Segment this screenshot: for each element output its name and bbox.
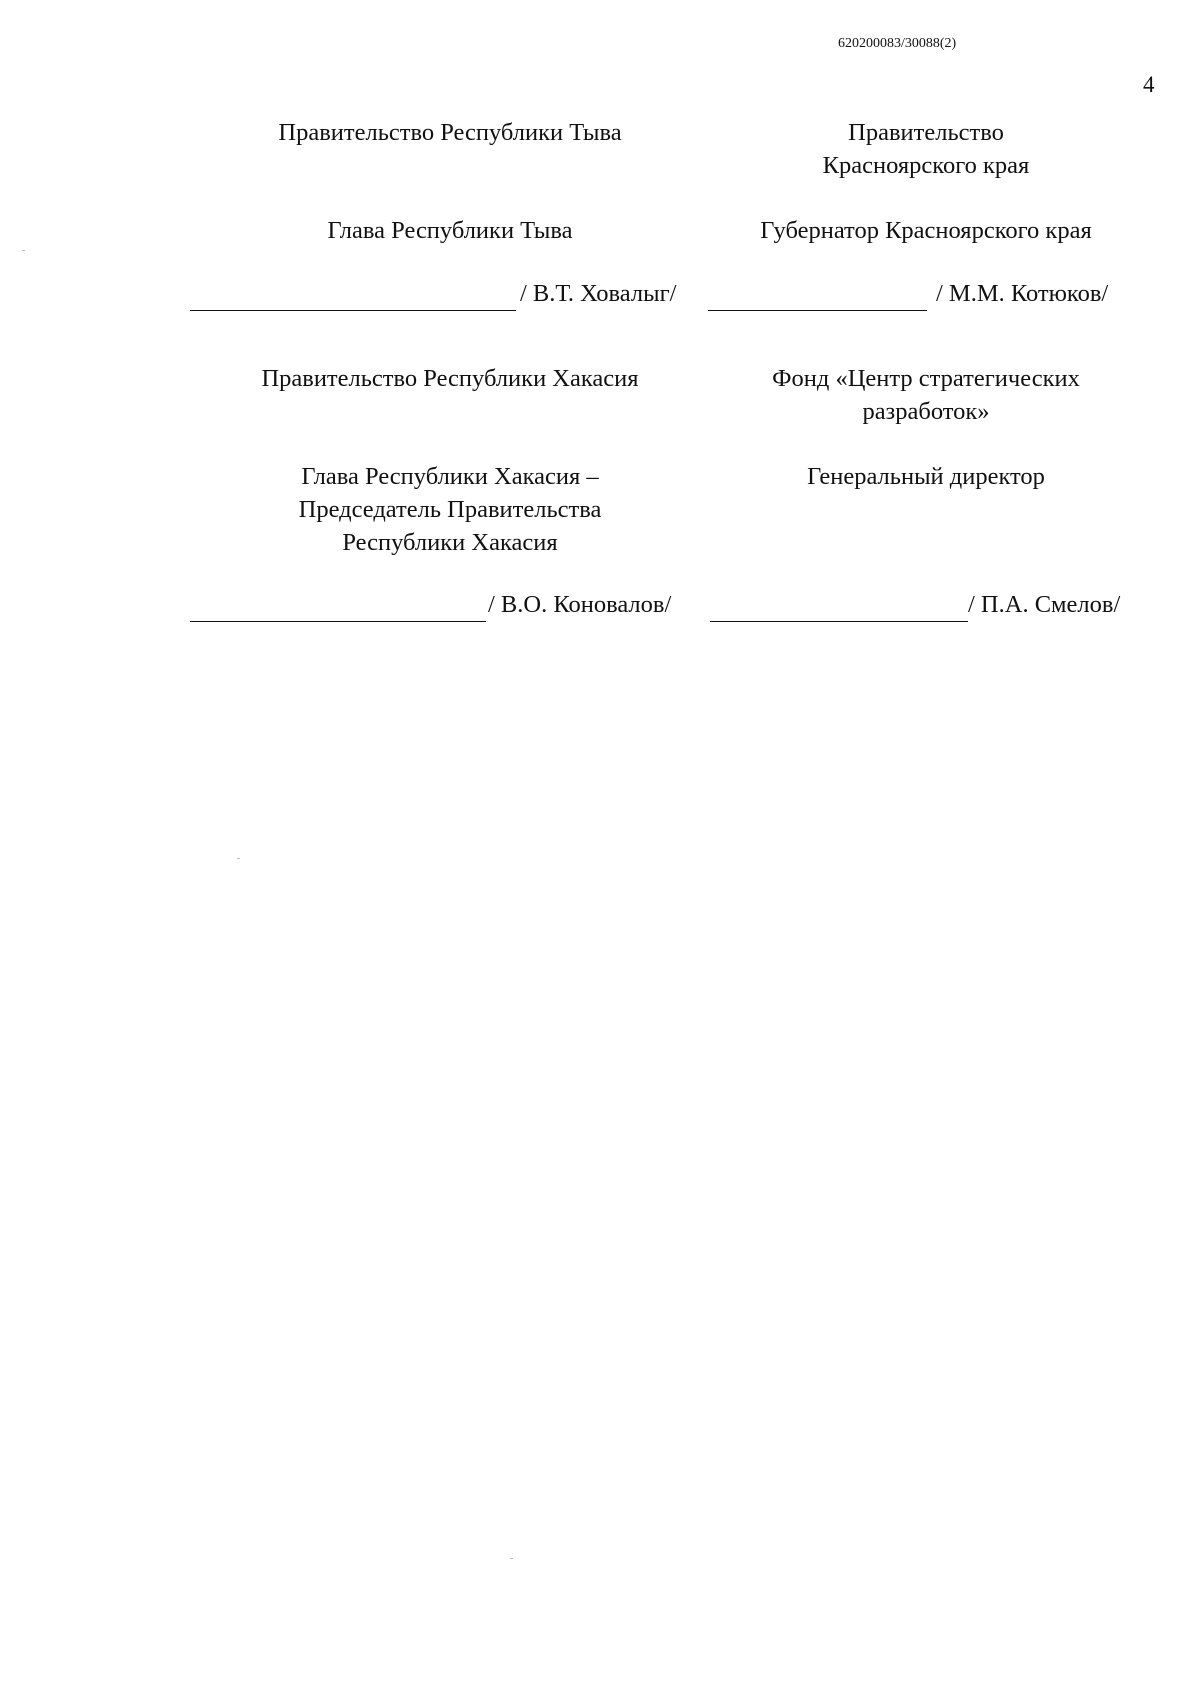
position-khakassia-line3: Республики Хакасия [342, 529, 558, 556]
org-tyva [190, 116, 710, 149]
position-csr-text: Генеральный директор [807, 463, 1045, 490]
signature-row-2 [190, 591, 1145, 625]
signature-line-khakassia [190, 621, 486, 622]
signature-name-tyva: / В.Т. Ховалыг/ [520, 280, 677, 307]
signature-line-krasnoyarsk [708, 310, 927, 311]
org-khakassia [190, 362, 710, 395]
signature-name-khakassia: / В.О. Коновалов/ [488, 591, 672, 618]
document-registration-number: 620200083/30088(2) [838, 36, 957, 51]
page-number: 4 [1143, 72, 1155, 97]
position-khakassia [190, 460, 710, 559]
signature-name-csr: / П.А. Смелов/ [968, 591, 1121, 618]
scan-speck [22, 250, 25, 251]
position-tyva [190, 214, 710, 247]
position-krasnoyarsk-text: Губернатор Красноярского края [760, 217, 1092, 244]
org-krasnoyarsk [666, 116, 1186, 182]
signature-line-csr [710, 621, 968, 622]
org-csr [666, 362, 1186, 428]
position-tyva-text: Глава Республики Тыва [327, 217, 573, 244]
org-krasnoyarsk-title-line1: Правительство [848, 119, 1004, 146]
scan-speck [237, 858, 240, 859]
org-csr-title-line1: Фонд «Центр стратегических [772, 365, 1080, 392]
org-tyva-title: Правительство Республики Тыва [278, 119, 622, 146]
scan-speck [510, 1558, 513, 1559]
org-krasnoyarsk-title-line2: Красноярского края [822, 152, 1030, 179]
signature-name-krasnoyarsk: / М.М. Котюков/ [936, 280, 1109, 307]
position-krasnoyarsk [666, 214, 1186, 247]
org-khakassia-title: Правительство Республики Хакасия [261, 365, 639, 392]
position-khakassia-line2: Председатель Правительства [298, 496, 602, 523]
signature-line-tyva [190, 310, 516, 311]
position-khakassia-line1: Глава Республики Хакасия – [301, 463, 599, 490]
org-csr-title-line2: разработок» [862, 398, 990, 425]
position-csr [666, 460, 1186, 493]
signature-row-1 [190, 280, 1145, 314]
